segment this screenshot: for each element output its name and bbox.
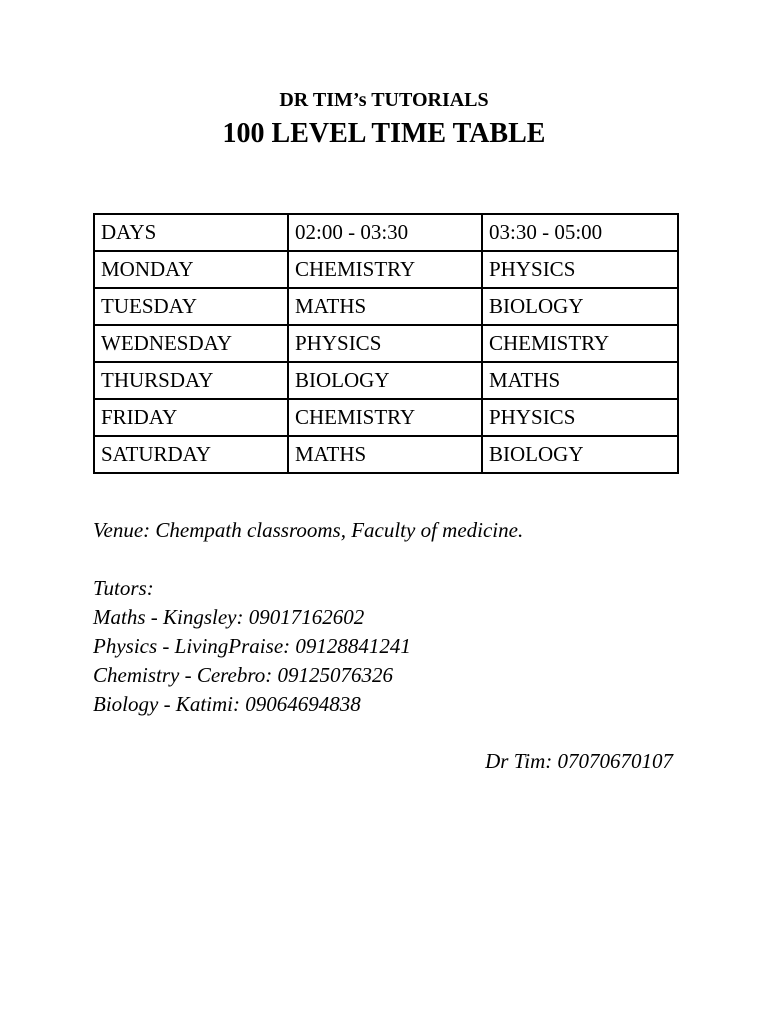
list-item: Chemistry - Cerebro: 09125076326 bbox=[93, 663, 393, 687]
subject-cell: CHEMISTRY bbox=[288, 399, 482, 436]
list-item: Biology - Katimi: 09064694838 bbox=[93, 692, 361, 716]
subject-cell: CHEMISTRY bbox=[482, 325, 678, 362]
day-cell: MONDAY bbox=[94, 251, 288, 288]
footer-contact: Dr Tim: 07070670107 bbox=[485, 749, 673, 773]
subject-cell: BIOLOGY bbox=[288, 362, 482, 399]
tutors-list bbox=[93, 603, 411, 719]
list-item: Maths - Kingsley: 09017162602 bbox=[93, 605, 365, 629]
column-header-slot-1: 02:00 - 03:30 bbox=[288, 214, 482, 251]
day-cell: TUESDAY bbox=[94, 288, 288, 325]
day-cell: SATURDAY bbox=[94, 436, 288, 473]
day-cell: THURSDAY bbox=[94, 362, 288, 399]
table-row bbox=[94, 399, 678, 436]
column-header-days: DAYS bbox=[94, 214, 288, 251]
table-row bbox=[94, 362, 678, 399]
table-row bbox=[94, 325, 678, 362]
day-cell: FRIDAY bbox=[94, 399, 288, 436]
table-row bbox=[94, 436, 678, 473]
subject-cell: PHYSICS bbox=[482, 399, 678, 436]
document-title: 100 LEVEL TIME TABLE bbox=[222, 118, 546, 149]
subject-cell: MATHS bbox=[482, 362, 678, 399]
table-row bbox=[94, 288, 678, 325]
subject-cell: MATHS bbox=[288, 288, 482, 325]
subject-cell: MATHS bbox=[288, 436, 482, 473]
venue-text: Venue: Chempath classrooms, Faculty of medicine. bbox=[93, 518, 524, 542]
day-cell: WEDNESDAY bbox=[94, 325, 288, 362]
column-header-slot-2: 03:30 - 05:00 bbox=[482, 214, 678, 251]
table-row bbox=[94, 251, 678, 288]
subject-cell: BIOLOGY bbox=[482, 436, 678, 473]
tutors-heading: Tutors: bbox=[93, 576, 154, 600]
subject-cell: PHYSICS bbox=[482, 251, 678, 288]
subject-cell: BIOLOGY bbox=[482, 288, 678, 325]
timetable bbox=[93, 213, 679, 474]
organization-title: DR TIM’s TUTORIALS bbox=[279, 89, 489, 111]
subject-cell: CHEMISTRY bbox=[288, 251, 482, 288]
list-item: Physics - LivingPraise: 09128841241 bbox=[93, 634, 411, 658]
table-header-row bbox=[94, 214, 678, 251]
subject-cell: PHYSICS bbox=[288, 325, 482, 362]
